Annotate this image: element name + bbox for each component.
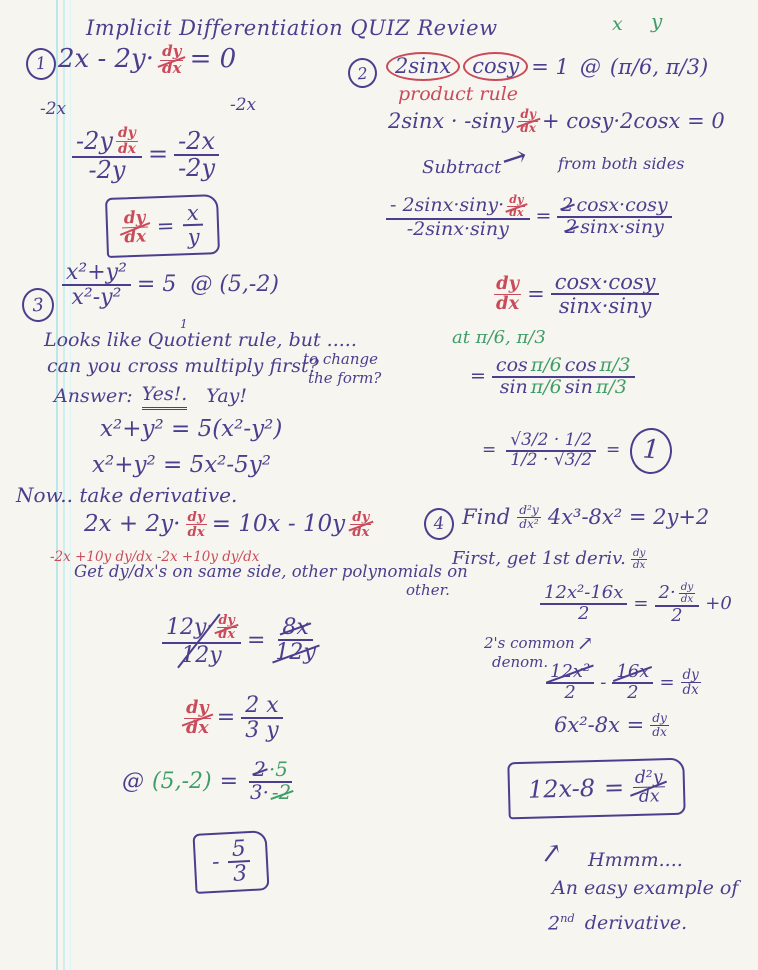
fraction-numerator [546, 663, 594, 684]
evaluation-point: @ (5,-2) [190, 272, 279, 298]
fraction-numerator: x²+y² [62, 261, 131, 286]
fraction-denominator: dx [680, 592, 694, 605]
answer-yes-line [54, 384, 247, 410]
fraction-denominator: dx [162, 58, 182, 77]
problem-3-badge: 3 [21, 287, 55, 323]
at-sign: @ [122, 769, 144, 795]
fraction [612, 663, 653, 703]
dydx-fraction [681, 668, 701, 697]
answer-box [507, 758, 685, 820]
gather-terms-note-cont: other. [406, 581, 450, 599]
fraction-denominator [496, 375, 631, 398]
problem-3-boxed-answer [194, 832, 268, 892]
equation-row [62, 261, 279, 309]
dydx-fraction [184, 699, 211, 737]
fraction-numerator [386, 194, 530, 220]
green-y-label: y [651, 9, 663, 33]
dydx-fraction [185, 510, 206, 539]
equation-row [554, 712, 669, 739]
equation-text: 2x + 2y· [84, 511, 181, 538]
to-change-note: to change [303, 350, 378, 368]
fraction-numerator [249, 760, 291, 783]
cancelled-term: 8x [282, 615, 309, 641]
equals-sign: = [659, 671, 675, 693]
fraction-denominator: dx² [519, 516, 539, 531]
note-text: 2's common [484, 633, 575, 652]
equation-text: sinx·siny [580, 216, 664, 239]
product-rule-label: product rule [398, 83, 519, 105]
fraction-denominator: dx [187, 524, 205, 540]
d2ydx2-fraction [517, 504, 541, 531]
equation-row [388, 108, 725, 135]
fraction-denominator: dx [632, 558, 646, 571]
fraction-numerator: dy [118, 125, 136, 141]
fraction-denominator: -2y [178, 153, 215, 182]
evaluation-point: (5,-2) [152, 769, 212, 795]
fraction-denominator: -2sinx·siny [406, 218, 509, 241]
equation-text: cos [564, 354, 597, 376]
dydx-fraction [650, 712, 669, 739]
fraction-denominator: x²-y² [71, 285, 122, 311]
note-text: derivative. [584, 912, 688, 935]
cross-multiplied-equation: x²+y² = 5(x²-y²) [100, 416, 283, 442]
fraction-numerator [612, 663, 653, 684]
minus-sign: - [211, 850, 221, 876]
problem-1-badge: 1 [25, 47, 57, 81]
equals-sign: = [246, 627, 266, 653]
green-pi-value: π/6 [530, 354, 562, 376]
problem-1-boxed-answer [106, 196, 219, 256]
problem-4-equation [462, 504, 709, 531]
fraction-denominator [246, 780, 295, 804]
fraction-denominator: y [187, 224, 201, 250]
problem-2-final-step [482, 428, 672, 474]
problem-2-dydx-result [494, 270, 659, 317]
cancelled-2: 2 [561, 194, 574, 217]
fraction-denominator: dx [652, 724, 667, 739]
fraction-denominator: 2 [627, 681, 639, 703]
dydx-fraction [494, 275, 521, 313]
note-text: First, get 1st deriv. [452, 548, 626, 570]
problem-3-equation [62, 260, 279, 309]
equation-text: 2· [658, 582, 676, 603]
fraction-denominator: dx [186, 716, 209, 738]
equation-row [494, 271, 659, 317]
answer-box [192, 830, 269, 894]
dydx-fraction [216, 614, 237, 642]
cancelled-term: 12x² [550, 661, 591, 682]
fraction-denominator: dx [509, 205, 524, 219]
equation-row [58, 44, 236, 77]
dydx-fraction [121, 208, 148, 245]
fraction-denominator: dx [352, 524, 370, 540]
equals-sign: = [147, 139, 169, 168]
problem-3-evaluation [122, 760, 295, 804]
equation-text: 3· [250, 780, 269, 804]
cancelled-2: 2 [565, 216, 578, 239]
fraction-numerator: 5 [227, 837, 250, 863]
fraction-numerator: d²y [633, 768, 665, 788]
equation-text: 2sinx [395, 54, 452, 78]
superscript: nd [560, 911, 575, 925]
problem-2-equation [386, 52, 708, 81]
denominator-one: 1 [180, 317, 188, 331]
fraction-denominator: dx [520, 120, 537, 135]
at-point-note: at π/6, π/3 [452, 327, 546, 348]
hmmm-note: Hmmm.... [588, 849, 683, 871]
fraction-numerator: 2 x [241, 694, 282, 719]
problem-4-boxed-answer [508, 760, 685, 817]
equation-text: 4x³-8x² = 2y+2 [547, 505, 710, 530]
problem-3-dydx-result [184, 694, 283, 742]
problem-4-simplify-step [546, 662, 701, 703]
note-text: 2 [548, 912, 561, 935]
at-sign: @ [579, 54, 601, 79]
red-oval [386, 52, 460, 81]
equation-text: -2y [76, 126, 113, 155]
problem-2-substitution [470, 356, 635, 398]
dydx-fraction [160, 44, 184, 77]
fraction-numerator [72, 126, 142, 158]
equals-sign: = [219, 769, 239, 795]
fraction-denominator: 1/2 · √3/2 [510, 450, 593, 470]
dydx-fraction [116, 126, 138, 156]
fraction-numerator: dy [680, 581, 694, 593]
second-derivative-note [548, 912, 687, 935]
dydx-fraction [507, 194, 525, 218]
problem-4-badge: 4 [423, 507, 455, 541]
fraction [655, 582, 700, 626]
fraction [241, 694, 282, 742]
fraction-numerator: x [183, 202, 204, 227]
problem-1-division-step [72, 126, 219, 183]
dydx-fraction [631, 548, 648, 571]
problem-2-derivative-line [388, 108, 725, 135]
equals-sign: = [216, 705, 236, 731]
equation-row [122, 760, 295, 804]
circled-answer [629, 427, 674, 476]
equation-row [84, 510, 371, 539]
fraction [551, 271, 660, 317]
equation-row [162, 614, 320, 667]
fraction-denominator: sinx·siny [558, 294, 652, 319]
cancelled-green-value: -2 [271, 780, 292, 804]
equation-row [184, 694, 283, 742]
answer-value: 1 [642, 434, 661, 466]
fraction-denominator: 3 [232, 861, 248, 887]
green-pi-value: π/3 [599, 354, 631, 376]
d2ydx-fraction [633, 768, 666, 806]
fraction-denominator: 2 [671, 604, 683, 626]
fraction-denominator [561, 218, 668, 238]
green-pi-value: π/3 [595, 375, 627, 398]
fraction [174, 126, 219, 182]
dydx-fraction [679, 582, 696, 605]
problem-2-division-step [386, 194, 672, 240]
equation-text: cos [495, 354, 528, 376]
equation-text: 2x - 2y· [58, 44, 155, 75]
fraction [72, 126, 142, 183]
fraction [540, 584, 627, 624]
equation-text: cosx·cosy [576, 194, 668, 217]
first-derivative-note [452, 548, 647, 571]
equation-row [482, 428, 672, 474]
fraction-numerator: -2x [174, 129, 219, 156]
fraction-numerator [655, 582, 700, 607]
arrow-icon: → [496, 138, 532, 180]
fraction-numerator: dy [218, 613, 235, 628]
equation-text: + cosy·2cosx = 0 [542, 109, 725, 134]
yay-text: Yay! [206, 385, 248, 407]
fraction-numerator [162, 614, 241, 644]
fraction-numerator: dy [509, 193, 524, 206]
equals-sign: = [603, 773, 625, 802]
equation-text: +0 [705, 592, 732, 614]
fraction-denominator: dx [682, 682, 699, 699]
minus-sign: - [600, 671, 607, 693]
equation-text: = 1 [531, 54, 569, 79]
expanded-equation: x²+y² = 5x²-5y² [92, 452, 272, 478]
fraction-numerator: dy [352, 509, 370, 525]
fraction-denominator: -2y [88, 156, 126, 185]
fraction-numerator: 12x²-16x [540, 584, 627, 605]
problem-4-derivative-line [540, 582, 732, 626]
red-oval [463, 52, 528, 81]
problem-1-equation [58, 44, 236, 77]
fraction-numerator: dy [520, 107, 536, 121]
equation-row [540, 582, 732, 626]
equation-text: = 10x - 10y [211, 511, 346, 538]
green-value: ·5 [268, 758, 288, 781]
arrow-icon: ↗ [576, 631, 594, 655]
fraction-numerator: dy [122, 208, 148, 228]
yes-underlined: Yes!. [142, 384, 188, 410]
page-title: Implicit Differentiation QUIZ Review [86, 16, 498, 40]
cancelled-fraction [162, 614, 241, 667]
subtract-note: Subtract [422, 157, 502, 178]
equation-row [54, 384, 247, 410]
fraction-denominator: dx [123, 225, 147, 246]
cancelled-2: 2 [253, 758, 266, 781]
fraction-numerator [557, 196, 671, 218]
subtract-2x-left: -2x [40, 99, 67, 119]
fraction-numerator: dy [187, 509, 205, 525]
fraction-numerator: cosx·cosy [551, 271, 660, 295]
subtract-terms-annotation: -2x +10y dy/dx -2x +10y dy/dx [50, 549, 260, 565]
fraction [271, 616, 319, 664]
green-x-label: x [612, 13, 623, 35]
dydx-fraction [350, 510, 371, 539]
equation-row [470, 356, 635, 398]
fraction-denominator: dx [496, 292, 520, 314]
fraction-numerator [278, 616, 312, 641]
equals-sign: = [470, 365, 486, 388]
fraction-denominator: 2 [577, 602, 590, 624]
fraction-denominator: 2 [564, 681, 576, 703]
equation-text: 12y· [166, 615, 214, 641]
equation-row [452, 548, 647, 571]
fraction-denominator: dx [638, 786, 660, 808]
problem-4-first-derivative-result [554, 712, 669, 739]
equation-row [386, 194, 672, 240]
problem-3-derivative-line [84, 510, 371, 539]
fraction [546, 663, 594, 703]
equation-row [386, 52, 708, 81]
fraction-numerator: d²y [519, 503, 539, 517]
equation-row [546, 663, 701, 703]
cancelled-term: 16x [616, 661, 650, 682]
equation-text: sin [499, 375, 528, 398]
fraction-numerator: dy [496, 273, 519, 294]
problem-3-division-step [162, 614, 320, 667]
answer-box [105, 194, 220, 258]
equation-row [462, 504, 709, 531]
equals-sign: = [535, 205, 552, 228]
find-label: Find [462, 505, 511, 530]
dydx-fraction [518, 108, 538, 135]
fraction-numerator: dy [186, 697, 209, 719]
evaluation-point: (π/6, π/3) [609, 54, 709, 79]
now-take-derivative-note: Now.. take derivative. [16, 483, 238, 507]
equation-text: sin [564, 375, 593, 398]
fraction-numerator: dy [652, 711, 667, 725]
equation-row [484, 632, 593, 655]
fraction-numerator: dy [682, 667, 699, 684]
green-pi-value: π/6 [530, 375, 562, 398]
from-both-sides-note: from both sides [558, 154, 685, 173]
equals-sign: = [156, 213, 175, 239]
equation-text: - 2sinx·siny· [390, 194, 505, 217]
equals-sign: = [606, 440, 621, 461]
fraction-denominator: dx [117, 140, 136, 157]
cross-multiply-question: can you cross multiply first? [47, 355, 319, 377]
answer-label: Answer: [54, 385, 133, 407]
equation-text: cosy [472, 54, 520, 78]
gather-terms-note: Get dy/dx's on same side, other polynomials on [74, 562, 468, 581]
fraction [227, 837, 251, 886]
fraction [183, 202, 204, 249]
equation-text: 6x²-8x = [554, 713, 645, 738]
denom-note: denom. [492, 653, 549, 671]
fraction-numerator [492, 356, 635, 378]
fraction-numerator: dy [162, 42, 182, 60]
equation-text: = 0 [189, 44, 237, 75]
equation-text: = 5 [136, 272, 177, 298]
fraction-numerator: √3/2 · 1/2 [506, 432, 596, 452]
problem-2-badge: 2 [347, 57, 378, 89]
fraction-denominator: 3 y [245, 718, 279, 744]
fraction-denominator: 12y [181, 642, 222, 668]
quotient-rule-note: Looks like Quotient rule, but ..... [44, 329, 357, 351]
equation-text: 12x-8 [527, 773, 596, 804]
arrow-icon: ↗ [537, 836, 565, 871]
common-denominator-note [484, 632, 593, 655]
cancelled-term: 12y [275, 640, 316, 666]
subtract-2x-right: -2x [230, 95, 257, 115]
fraction [492, 356, 635, 398]
equals-sign: = [527, 282, 545, 307]
fraction-numerator: dy [632, 547, 646, 559]
fraction [386, 194, 530, 240]
fraction-denominator: dx [218, 627, 235, 643]
equation-text: 2sinx · -siny [388, 109, 515, 134]
the-form-note: the form? [308, 369, 382, 387]
equation-row [72, 126, 219, 183]
easy-example-note: An easy example of [552, 877, 739, 899]
fraction [506, 432, 596, 470]
fraction-denominator [271, 641, 319, 664]
fraction [557, 196, 671, 238]
equals-sign: = [633, 592, 649, 614]
equals-sign: = [482, 440, 497, 461]
fraction [246, 760, 295, 804]
fraction [62, 261, 131, 309]
